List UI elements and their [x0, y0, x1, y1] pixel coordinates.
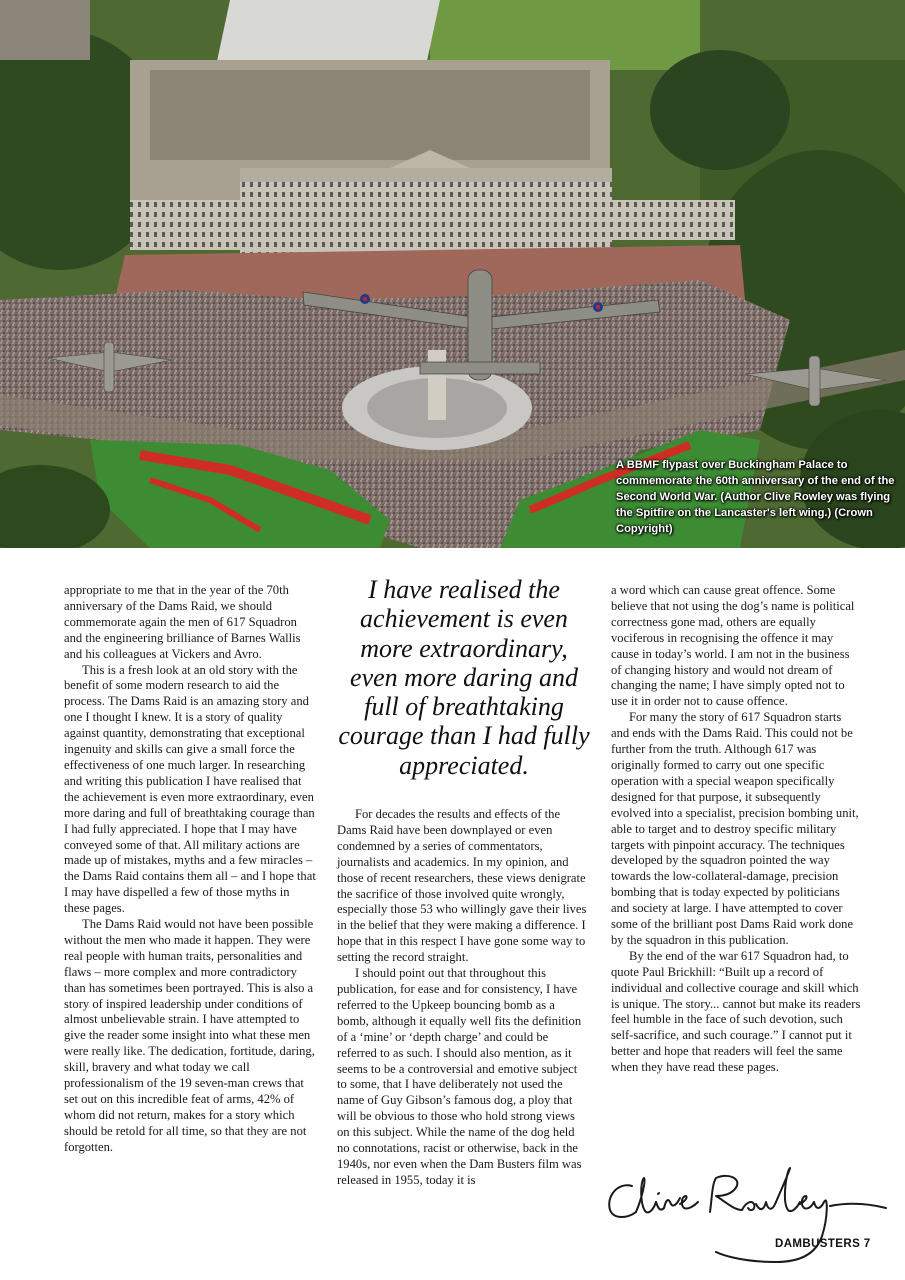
photo-caption: A BBMF flypast over Buckingham Palace to commemorate the 60th anniversary of the end of the Second World War. (Author Clive Rowley was flying the Spitfire on the Lancaster's left wing.) (Crown Copyright): [616, 459, 895, 535]
paragraph: a word which can cause great offence. Some believe that not using the dog’s name is political correctness gone mad, others are equally vociferous in recognising the offence it may cause in today’s world. I am not in the business of changing history and would not dream of changing the name; I have simply opted not to use it in order not to cause offence.: [611, 583, 855, 709]
paragraph: By the end of the war 617 Squadron had, to quote Paul Brickhill: “Built up a record of individual and collective courage and skill which is unique. The story... cannot but make its readers feel humble in the face of such devotion, such self-sacrifice, and such courage.” I cannot put it better and hope that readers will feel the same when they have read these pages.: [611, 948, 861, 1075]
paragraph: appropriate to me that in the year of the 70th anniversary of the Dams Raid, we should commemorate again the men of 617 Squadron and the engineering brilliance of Barnes Wallis and his colleagues at Vickers and Avro.: [64, 583, 301, 661]
signature-icon: [600, 1158, 890, 1268]
paragraph: I should point out that throughout this publication, for ease and for consistency, I have referred to the Upkeep bouncing bomb as a bomb, although it equally well fits the definition of a ‘mine’ or ‘depth charge’ and could be referred to as such. I should also mention, as it seems to be a controversial and emotive subject to some, that I have deliberately not used the name of Guy Gibson’s famous dog, a ploy that will be obvious to those who hold strong views on this subject. While the name of the dog held no connotations, racist or otherwise, back in the 1940s, nor even when the Dam Busters film was released in 1955, today it is: [337, 966, 582, 1187]
page-folio: DAMBUSTERS 7: [775, 1238, 871, 1250]
pull-quote: I have realised the achievement is even more extraordinary, even more daring and full of breathtaking courage than I had fully appreciated.: [338, 575, 590, 780]
hero-photo: [0, 0, 905, 548]
paragraph: This is a fresh look at an old story with the benefit of some modern research to aid the process. The Dams Raid is an amazing story and one I thought I knew. It is a story of quality against quantity, demonstrating that exceptional ingenuity and skills can give a small force the effectiveness of one much larger. In researching and writing this publication I have realised that the achievement is even more extraordinary, even more daring and full of breathtaking courage than I had fully appreciated. I hope that I may have conveyed some of that. All military actions are made up of mistakes, myths and a few miracles – the Dams Raid contains them all – and I hope that I may have dispelled a few of those myths in these pages.: [64, 662, 316, 916]
paragraph: The Dams Raid would not have been possible without the men who made it happen. They were real people with human traits, personalities and flaws – more complex and more contradictory than has sometimes been portrayed. This is also a story of inspired leadership under conditions of almost unbelievable strain. I have attempted to give the reader some insight into what these men were really like. The dedication, fortitude, daring, skill, bravery and what today we call professionalism of the 19 seven-man crews that set out on this incredible feat of arms, 42% of whom did not return, makes for a story which should be retold for all time, so that they are not forgotten.: [64, 917, 315, 1154]
paragraph: For decades the results and effects of the Dams Raid have been downplayed or even condemned by a series of commentators, journalists and academics. In my opinion, and those of recent researchers, these views denigrate the sacrifice of those involved quite wrongly, especially those 53 who willingly gave their lives in the belief that they were making a difference. I hope that in this respect I have gone some way to setting the record straight.: [337, 807, 587, 965]
text-column-2: [337, 807, 589, 1189]
paragraph: For many the story of 617 Squadron starts and ends with the Dams Raid. This could not be further from the truth. Although 617 was originally formed to carry out one specific operation with a special weapon specifically designed for that purpose, it subsequently evolved into a specialist, precision bombing unit, able to target and to destroy specific military targets with pinpoint accuracy. The techniques developed by the squadron pointed the way towards the low-collateral-damage, precision bombing that is today expected by politicians and society at large. I have attempted to cover some of the brilliant post Dams Raid work done by the squadron in this publication.: [611, 710, 859, 947]
author-signature: [600, 1158, 890, 1268]
text-column-3: [611, 583, 861, 1076]
text-column-1: [64, 583, 316, 1156]
